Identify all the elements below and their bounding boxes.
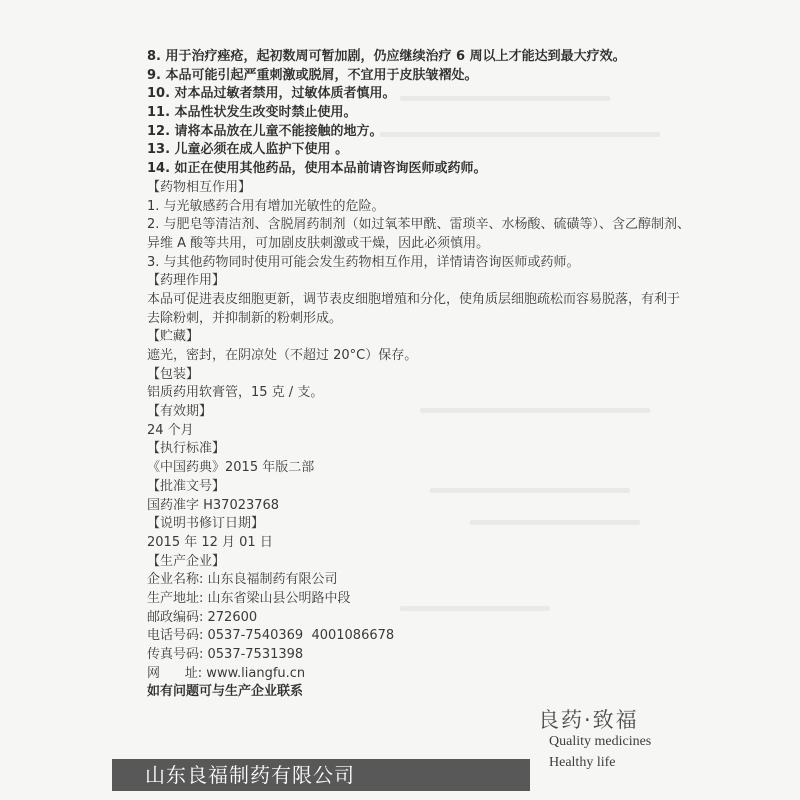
brand-slogan-line-2: Healthy life: [549, 755, 616, 770]
storage-text: 遮光，密封，在阴凉处（不超过 20°C）保存。: [147, 348, 418, 363]
footer-band: [112, 759, 530, 791]
shelf-life-text: 24 个月: [147, 422, 194, 438]
section-heading-interactions: 【药物相互作用】: [147, 179, 252, 195]
packaging-text: 铝质药用软膏管，15 克 / 支。: [147, 385, 324, 401]
manufacturer-address: 生产地址: 山东省梁山县公明路中段: [147, 590, 351, 606]
section-heading-storage: 【贮藏】: [147, 329, 200, 345]
pharmacology-text-continued: 去除粉刺，并抑制新的粉刺形成。: [147, 310, 343, 326]
manufacturer-name: 企业名称: 山东良福制药有限公司: [147, 572, 338, 588]
manufacturer-postcode: 邮政编码: 272600: [147, 609, 258, 625]
footer-company-name: 山东良福制药有限公司: [145, 763, 355, 787]
precaution-item-9: 9. 本品可能引起严重刺激或脱屑，不宜用于皮肤皱褶处。: [147, 67, 478, 83]
section-heading-pharmacology: 【药理作用】: [147, 273, 226, 289]
manufacturer-phone: 电话号码: 0537-7540369 4001086678: [147, 628, 395, 644]
section-heading-packaging: 【包装】: [147, 366, 200, 382]
precaution-item-11: 11. 本品性状发生改变时禁止使用。: [147, 105, 357, 121]
brand-logo-text: 良药·致福: [538, 708, 639, 732]
contact-note: 如有问题可与生产企业联系: [147, 684, 304, 700]
revision-date-text: 2015 年 12 月 01 日: [147, 534, 273, 550]
interaction-item-3: 3. 与其他药物同时使用可能会发生药物相互作用，详情请咨询医师或药师。: [147, 254, 580, 270]
precaution-item-10: 10. 对本品过敏者禁用，过敏体质者慎用。: [147, 86, 396, 102]
section-heading-shelf-life: 【有效期】: [147, 404, 213, 420]
manufacturer-fax: 传真号码: 0537-7531398: [147, 647, 304, 662]
precaution-item-8: 8. 用于治疗痤疮，起初数周可暂加剧，仍应继续治疗 6 周以上才能达到最大疗效。: [147, 49, 626, 64]
section-heading-standard: 【执行标准】: [147, 441, 226, 457]
manufacturer-website: 网 址: www.liangfu.cn: [147, 665, 306, 681]
pharmacology-text: 本品可促进表皮细胞更新，调节表皮细胞增殖和分化，使角质层细胞疏松而容易脱落，有利于: [147, 291, 681, 307]
precaution-item-14: 14. 如正在使用其他药品，使用本品前请咨询医师或药师。: [147, 161, 487, 177]
section-heading-approval-number: 【批准文号】: [147, 478, 226, 494]
interaction-item-2-continued: 异维 A 酸等共用，可加剧皮肤刺激或干燥，因此必须慎用。: [147, 235, 490, 251]
brand-slogan-line-1: Quality medicines: [549, 734, 652, 749]
precaution-item-12: 12. 请将本品放在儿童不能接触的地方。: [147, 123, 383, 139]
leaflet-body: [147, 48, 691, 702]
section-heading-revision-date: 【说明书修订日期】: [147, 516, 265, 532]
precaution-item-13: 13. 儿童必须在成人监护下使用 。: [147, 142, 349, 158]
approval-number-text: 国药准字 H37023768: [147, 497, 280, 513]
standard-text: 《中国药典》2015 年版二部: [147, 460, 315, 476]
interaction-item-2: 2. 与肥皂等清洁剂、含脱屑药制剂（如过氧苯甲酰、雷琐辛、水杨酸、硫磺等）、含乙醇制剂、: [147, 217, 691, 233]
section-heading-manufacturer: 【生产企业】: [147, 553, 226, 569]
interaction-item-1: 1. 与光敏感药合用有增加光敏性的危险。: [147, 198, 385, 214]
